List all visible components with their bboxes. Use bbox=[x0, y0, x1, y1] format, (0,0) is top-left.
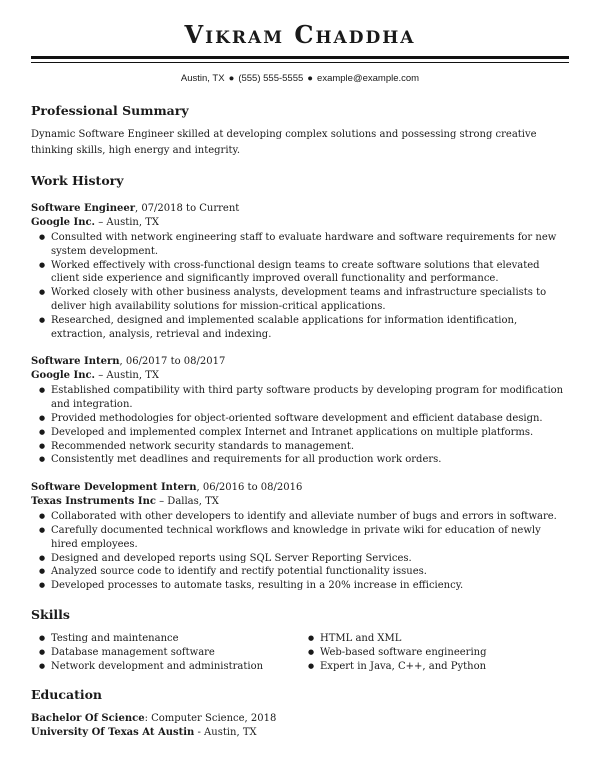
skill-item: ● Expert in Java, C++, and Python bbox=[320, 660, 569, 674]
job-bullets bbox=[31, 384, 569, 467]
candidate-name: Vikram Chaddha bbox=[184, 20, 416, 49]
company-name: Google Inc. bbox=[31, 370, 96, 382]
job-bullet: ● Researched, designed and implemented scalable applications for information identification, extraction, analysis, retrieval and indexing. bbox=[51, 314, 569, 342]
skill-item: ● Testing and maintenance bbox=[51, 632, 300, 646]
skills-left-column bbox=[31, 632, 300, 673]
job-bullet: ● Provided methodologies for object-oriented software development and efficient database design. bbox=[51, 412, 569, 426]
job-dates: , 06/2017 to 08/2017 bbox=[119, 356, 226, 368]
job-bullet: ● Established compatibility with third party software products by developing program for modification and integration. bbox=[51, 384, 569, 412]
company-line bbox=[31, 369, 569, 383]
job-title-line bbox=[31, 355, 569, 369]
jobs-list bbox=[31, 202, 569, 593]
job-entry bbox=[31, 355, 569, 467]
skills-right-column bbox=[300, 632, 569, 673]
job-bullet: ● Analyzed source code to identify and rectify potential functionality issues. bbox=[51, 565, 569, 579]
degree-field: : Computer Science, 2018 bbox=[144, 713, 277, 725]
job-title: Software Development Intern bbox=[31, 482, 197, 494]
company-location: – Dallas, TX bbox=[155, 496, 219, 508]
header-rule-thick bbox=[31, 56, 569, 59]
work-history-heading: Work History bbox=[31, 173, 124, 188]
job-entry bbox=[31, 481, 569, 593]
job-bullet: ● Recommended network security standards to management. bbox=[51, 440, 569, 454]
job-bullet: ● Carefully documented technical workflows and knowledge in private wiki for education of newly hired employees. bbox=[51, 524, 569, 552]
job-title-line bbox=[31, 202, 569, 216]
job-bullet: ● Developed processes to automate tasks, resulting in a 20% increase in efficiency. bbox=[51, 579, 569, 593]
job-dates: , 07/2018 to Current bbox=[134, 203, 240, 214]
header-rule-thin bbox=[31, 62, 569, 63]
company-name: Texas Instruments Inc bbox=[31, 496, 156, 508]
job-bullets bbox=[31, 231, 569, 341]
company-line bbox=[31, 495, 569, 509]
bullet-separator: ● bbox=[307, 73, 314, 84]
degree-line bbox=[31, 712, 569, 726]
school-line bbox=[31, 726, 569, 740]
school: University Of Texas At Austin bbox=[31, 727, 195, 739]
contact-email: example@example.com bbox=[317, 73, 420, 84]
school-location: - Austin, TX bbox=[194, 727, 257, 739]
job-bullet: ● Worked closely with other business analysts, development teams and infrastructure specialists to deliver high availability solutions for mission-critical applications. bbox=[51, 286, 569, 314]
job-bullet: ● Consistently met deadlines and requirements for all production work orders. bbox=[51, 453, 569, 467]
summary-heading: Professional Summary bbox=[31, 103, 189, 118]
job-bullet: ● Worked effectively with cross-functional design teams to create software solutions that elevated client side experience and significantly improved overall functionality and performance. bbox=[51, 259, 569, 287]
skills-heading: Skills bbox=[31, 606, 70, 622]
company-location: – Austin, TX bbox=[95, 370, 160, 382]
education-block bbox=[31, 712, 569, 740]
job-bullet: ● Developed and implemented complex Internet and Intranet applications on multiple platforms. bbox=[51, 426, 569, 440]
contact-line bbox=[31, 73, 569, 84]
skill-item: ● HTML and XML bbox=[320, 632, 569, 646]
company-location: – Austin, TX bbox=[95, 217, 160, 228]
job-bullet: ● Designed and developed reports using SQL Server Reporting Services. bbox=[51, 552, 569, 566]
skills-grid bbox=[31, 631, 569, 673]
skill-item: ● Web-based software engineering bbox=[320, 646, 569, 660]
job-bullets bbox=[31, 510, 569, 593]
contact-city: Austin, TX bbox=[180, 73, 225, 84]
job-dates: , 06/2016 to 08/2016 bbox=[196, 482, 303, 494]
job-entry bbox=[31, 202, 569, 341]
skill-item: ● Database management software bbox=[51, 646, 300, 660]
company-name: Google Inc. bbox=[31, 217, 96, 228]
degree: Bachelor Of Science bbox=[31, 713, 145, 725]
contact-phone: (555) 555-5555 bbox=[238, 73, 304, 84]
job-title: Software Intern bbox=[31, 356, 120, 368]
summary-text: Dynamic Software Engineer skilled at developing complex solutions and possessing strong creative thinking skills, high energy and integrity. bbox=[31, 129, 537, 156]
company-line bbox=[31, 216, 569, 230]
skill-item: ● Network development and administration bbox=[51, 660, 300, 674]
education-heading: Education bbox=[31, 687, 103, 703]
job-bullet: ● Consulted with network engineering staff to evaluate hardware and software requirements for new system development. bbox=[51, 231, 569, 259]
job-title: Software Engineer bbox=[31, 203, 135, 214]
bullet-separator: ● bbox=[228, 73, 235, 84]
job-bullet: ● Collaborated with other developers to identify and alleviate number of bugs and errors in software. bbox=[51, 510, 569, 524]
job-title-line bbox=[31, 481, 569, 495]
